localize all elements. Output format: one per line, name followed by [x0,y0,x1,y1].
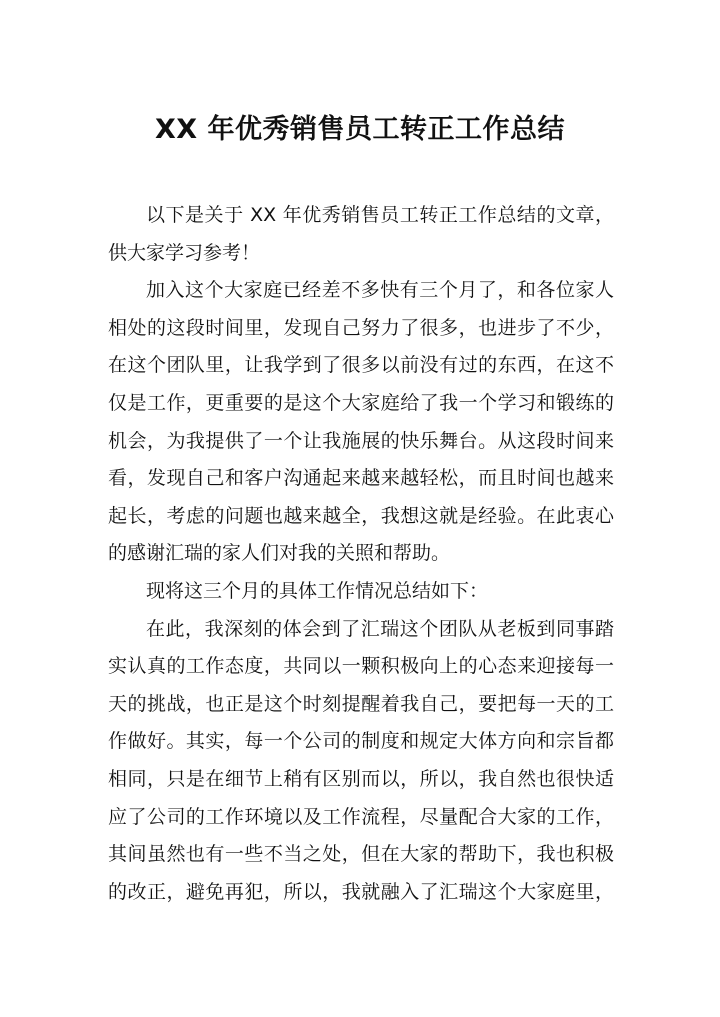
text-line: 看，发现自己和客户沟通起来越来越轻松，而且时间也越来 [108,467,614,490]
text-line: 应了公司的工作环境以及工作流程，尽量配合大家的工作， [108,805,614,828]
text-line: 在这个团队里，让我学到了很多以前没有过的东西，在这不 [108,354,614,377]
text-line: 的感谢汇瑞的家人们对我的关照和帮助。 [108,542,451,565]
paragraph [108,573,614,611]
text-line: 起长，考虑的问题也越来越全，我想这就是经验。在此衷心 [108,504,614,527]
text-line: 仅是工作，更重要的是这个大家庭给了我一个学习和锻练的 [108,391,614,414]
text-line: 天的挑战，也正是这个时刻提醒着我自己，要把每一天的工 [108,692,614,715]
text-line: 供大家学习参考！ [108,241,261,264]
text-line: 在此，我深刻的体会到了汇瑞这个团队从老板到同事踏 [146,617,614,640]
text-line: 作做好。其实，每一个公司的制度和规定大体方向和宗旨都 [108,730,614,753]
text-line: 机会，为我提供了一个让我施展的快乐舞台。从这段时间来 [108,429,614,452]
text-line: 其间虽然也有一些不当之处，但在大家的帮助下，我也积极 [108,843,614,866]
paragraph [108,272,614,573]
text-line: 现将这三个月的具体工作情况总结如下： [146,579,489,602]
paragraph [108,611,614,912]
text-line: 加入这个大家庭已经差不多快有三个月了，和各位家人 [146,279,614,302]
text-line: 以下是关于 XX 年优秀销售员工转正工作总结的文章， [146,204,614,226]
text-line: 实认真的工作态度，共同以一颗积极向上的心态来迎接每一 [108,655,614,678]
text-line: 的改正，避免再犯，所以，我就融入了汇瑞这个大家庭里， [108,880,614,903]
document-body [108,197,614,911]
text-line: 相同，只是在细节上稍有区别而以，所以，我自然也很快适 [108,767,614,790]
text-line: 相处的这段时间里，发现自己努力了很多，也进步了不少， [108,316,614,339]
paragraph [108,197,614,272]
document-title: XX 年优秀销售员工转正工作总结 [154,114,566,145]
